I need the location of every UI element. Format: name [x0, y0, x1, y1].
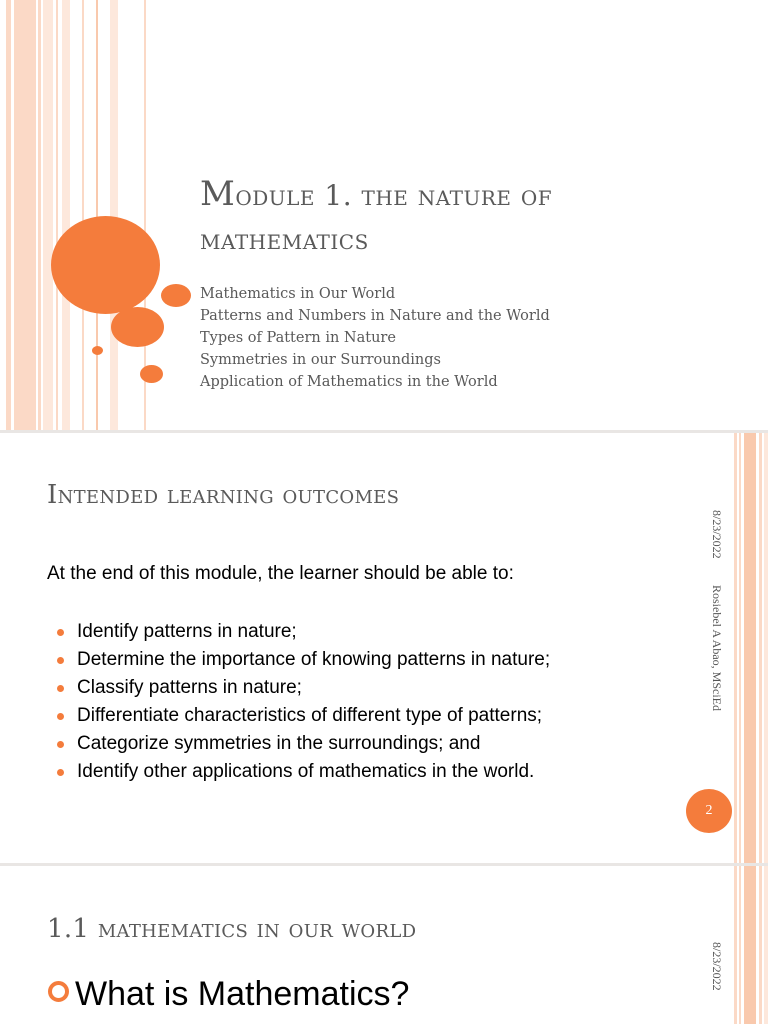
bullet-icon	[57, 657, 64, 664]
list-item: Identify other applications of mathematics in the world.	[77, 760, 659, 783]
bullet-ring-icon	[48, 981, 69, 1002]
decorative-circle-large	[51, 216, 160, 314]
slide-author: Rosiebel A Abao, MSciEd	[710, 585, 724, 711]
section-question: What is Mathematics?	[48, 975, 409, 1014]
list-item: Types of Pattern in Nature	[200, 330, 396, 346]
decorative-stripes	[734, 866, 768, 1024]
list-item: Symmetries in our Surroundings	[200, 352, 441, 368]
bullet-icon	[57, 629, 64, 636]
list-item: Determine the importance of knowing patterns in nature;	[77, 648, 659, 671]
list-item: Identify patterns in nature;	[77, 620, 659, 643]
decorative-circle-small	[161, 284, 191, 307]
outcomes-title: Intended learning outcomes	[47, 480, 400, 510]
bullet-icon	[57, 769, 64, 776]
title-initial: M	[200, 174, 236, 214]
decorative-circle-dot	[92, 346, 103, 355]
list-item: Mathematics in Our World	[200, 286, 396, 302]
decorative-circle-medium	[111, 307, 164, 347]
page-number-badge: 2	[686, 789, 732, 833]
list-item: Patterns and Numbers in Nature and the World	[200, 308, 550, 324]
list-item: Application of Mathematics in the World	[200, 374, 498, 390]
list-item: Classify patterns in nature;	[77, 676, 659, 699]
list-item: Differentiate characteristics of different type of patterns;	[77, 704, 659, 727]
decorative-stripes	[0, 0, 150, 430]
title-line-1: odule 1. the nature of	[235, 179, 553, 212]
list-item: Categorize symmetries in the surroundings; and	[77, 732, 659, 755]
topic-list	[200, 283, 550, 393]
decorative-circle-small-2	[140, 365, 163, 383]
slide-date: 8/23/2022	[710, 510, 724, 559]
outcomes-list	[77, 620, 659, 788]
title-line-2: mathematics	[200, 223, 369, 256]
slide-date: 8/23/2022	[710, 942, 724, 991]
bullet-icon	[57, 741, 64, 748]
bullet-icon	[57, 685, 64, 692]
bullet-icon	[57, 713, 64, 720]
section-title: 1.1 mathematics in our world	[47, 914, 417, 944]
decorative-stripes	[734, 433, 768, 863]
title-slide	[0, 0, 768, 430]
module-title	[200, 172, 720, 262]
outcomes-intro: At the end of this module, the learner should be able to:	[47, 563, 514, 584]
